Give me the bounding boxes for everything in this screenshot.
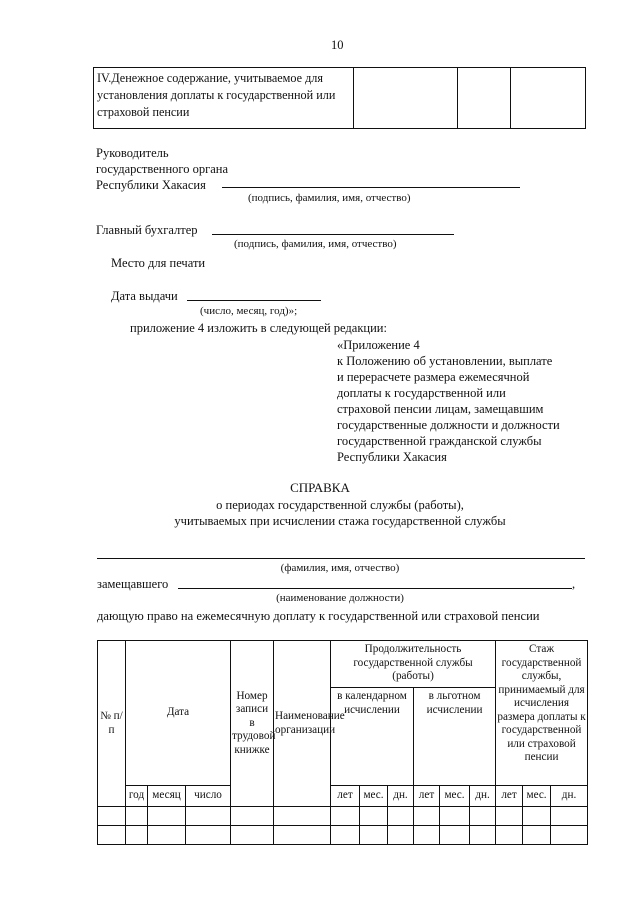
table-cell <box>551 807 588 826</box>
header-organization: Наименование организации <box>274 641 331 807</box>
right-description: дающую право на ежемесячную доплату к государственной или страховой пенсии <box>97 609 540 623</box>
salary-row-label: IV.Денежное содержание, учитываемое для установления доплаты к государственной или страховой пенсии <box>94 68 354 129</box>
service-periods-table <box>97 640 588 845</box>
subheader-year: год <box>126 786 148 807</box>
table-cell <box>98 807 126 826</box>
issue-date-line <box>187 300 321 301</box>
subheader-stazh-years: лет <box>496 786 523 807</box>
subheader-preferential-years: лет <box>414 786 440 807</box>
table-cell <box>126 807 148 826</box>
appendix-line4: доплаты к государственной или <box>337 386 506 400</box>
table-header-row <box>98 641 588 688</box>
table-cell <box>414 807 440 826</box>
head-signature-line <box>222 187 520 188</box>
table-cell <box>470 807 496 826</box>
subheader-preferential-days: дн. <box>470 786 496 807</box>
appendix-line5: страховой пенсии лицам, замещавшим <box>337 402 544 416</box>
head-signature-hint: (подпись, фамилия, имя, отчество) <box>248 192 411 204</box>
certificate-subtitle2: учитываемых при исчислении стажа государственной службы <box>174 514 506 528</box>
header-preferential: в льготном исчислении <box>414 688 496 786</box>
table-cell <box>458 68 511 129</box>
table-cell <box>551 826 588 845</box>
position-line <box>178 588 572 589</box>
table-row <box>98 826 588 845</box>
name-hint: (фамилия, имя, отчество) <box>280 562 400 574</box>
table-cell <box>388 826 414 845</box>
position-label: замещавшего <box>97 577 169 591</box>
appendix-line8: Республики Хакасия <box>337 450 447 464</box>
appendix-line6: государственные должности и должности <box>337 418 560 432</box>
table-row <box>98 807 588 826</box>
table-cell <box>470 826 496 845</box>
position-comma: , <box>572 577 576 591</box>
table-cell <box>414 826 440 845</box>
name-line <box>97 558 585 559</box>
table-cell <box>511 68 586 129</box>
subheader-calendar-days: дн. <box>388 786 414 807</box>
table-cell <box>360 826 388 845</box>
head-title-line3: Республики Хакасия <box>96 178 206 192</box>
table-cell <box>360 807 388 826</box>
appendix-line1: «Приложение 4 <box>337 338 420 352</box>
header-record-number: Номер записи в трудовой книжке <box>231 641 274 807</box>
accountant-label: Главный бухгалтер <box>96 223 198 237</box>
position-hint: (наименование должности) <box>276 592 404 604</box>
header-calendar: в календарном исчислении <box>331 688 414 786</box>
certificate-subtitle1: о периодах государственной службы (работы), <box>216 498 464 512</box>
header-no: № п/п <box>98 641 126 807</box>
accountant-signature-hint: (подпись, фамилия, имя, отчество) <box>234 238 397 250</box>
head-title-line2: государственного органа <box>96 162 229 176</box>
table-cell <box>231 807 274 826</box>
table-cell <box>440 826 470 845</box>
salary-table-fragment <box>93 67 586 129</box>
issue-date-label: Дата выдачи <box>111 289 178 303</box>
subheader-stazh-days: дн. <box>551 786 588 807</box>
subheader-month: месяц <box>148 786 186 807</box>
table-cell <box>186 826 231 845</box>
stamp-place: Место для печати <box>111 256 206 270</box>
certificate-title: СПРАВКА <box>290 480 350 495</box>
subheader-calendar-months: мес. <box>360 786 388 807</box>
table-subheader-row <box>98 786 588 807</box>
appendix-line7: государственной гражданской службы <box>337 434 542 448</box>
table-row <box>94 68 586 129</box>
table-cell <box>148 826 186 845</box>
subheader-stazh-months: мес. <box>523 786 551 807</box>
table-cell <box>523 826 551 845</box>
appendix-line3: и перерасчете размера ежемесячной <box>337 370 530 384</box>
table-cell <box>496 807 523 826</box>
header-stazh: Стаж государственной службы, принимаемый для исчисления размера доплаты к государственной или страховой пенсии <box>496 641 588 786</box>
subheader-day: число <box>186 786 231 807</box>
table-cell <box>148 807 186 826</box>
table-cell <box>331 826 360 845</box>
issue-date-hint: (число, месяц, год)»; <box>200 305 298 317</box>
subheader-calendar-years: лет <box>331 786 360 807</box>
table-cell <box>186 807 231 826</box>
table-cell <box>331 807 360 826</box>
table-cell <box>523 807 551 826</box>
appendix-line2: к Положению об установлении, выплате <box>337 354 553 368</box>
table-cell <box>354 68 458 129</box>
table-cell <box>388 807 414 826</box>
table-cell <box>274 826 331 845</box>
accountant-signature-line <box>212 234 454 235</box>
table-cell <box>98 826 126 845</box>
subheader-preferential-months: мес. <box>440 786 470 807</box>
header-duration: Продолжительность государственной службы (работы) <box>331 641 496 688</box>
table-cell <box>231 826 274 845</box>
table-cell <box>274 807 331 826</box>
appendix-intro: приложение 4 изложить в следующей редакции: <box>130 321 387 335</box>
page-number: 10 <box>331 38 344 52</box>
table-cell <box>440 807 470 826</box>
table-cell <box>496 826 523 845</box>
head-title-line1: Руководитель <box>96 146 169 160</box>
table-cell <box>126 826 148 845</box>
header-date: Дата <box>126 641 231 786</box>
